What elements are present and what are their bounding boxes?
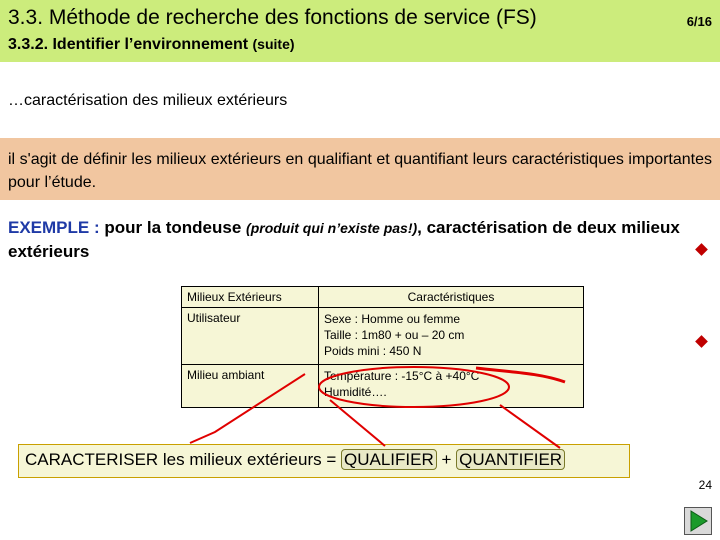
table-cell-milieu: Utilisateur <box>182 308 319 365</box>
summary-box <box>18 444 630 478</box>
table-header-caracteristiques: Caractéristiques <box>319 287 584 308</box>
quantifier-keyword: QUANTIFIER <box>456 449 565 470</box>
example-text-2: , caractérisation de deux milieux extérieurs <box>8 218 680 261</box>
characteristic-line: Température : -15°C à +40°C <box>324 369 480 383</box>
summary-prefix: CARACTERISER les milieux extérieurs = <box>25 450 342 469</box>
characteristic-line: Poids mini : 450 N <box>324 344 422 358</box>
example-text-1: pour la tondeuse <box>99 218 247 237</box>
summary-plus: + <box>436 450 457 469</box>
example-label: EXEMPLE : <box>8 218 100 237</box>
arrow-to-quantifier <box>500 405 560 448</box>
example-text <box>8 216 698 263</box>
table-cell-milieu: Milieu ambiant <box>182 365 319 408</box>
page-indicator: 6/16 <box>686 14 712 29</box>
characteristic-line: Humidité…. <box>324 385 387 399</box>
diamond-bullet-icon <box>695 335 708 348</box>
characteristics-table <box>181 286 584 408</box>
table-row <box>182 308 584 365</box>
play-arrow-icon <box>685 508 711 534</box>
slide-subtitle <box>8 36 295 54</box>
next-slide-button[interactable] <box>684 507 712 535</box>
summary-text <box>25 450 565 470</box>
section-heading: …caractérisation des milieux extérieurs <box>8 92 288 109</box>
characteristic-line: Taille : 1m80 + ou – 20 cm <box>324 328 465 342</box>
definition-text: il s'agit de définir les milieux extérieurs en qualifiant et quantifiant leurs caractéristiques importantes pour l’étude. <box>8 151 712 191</box>
qualifier-keyword: QUALIFIER <box>341 449 437 470</box>
table-header-row <box>182 287 584 308</box>
table-cell-caracteristiques <box>319 308 584 365</box>
table-cell-caracteristiques <box>319 365 584 408</box>
slide-title: 3.3. Méthode de recherche des fonctions de service (FS) <box>8 6 537 29</box>
example-parenthetical: (produit qui n’existe pas!) <box>246 220 418 236</box>
slide-number: 24 <box>698 478 712 492</box>
subtitle-main: 3.3.2. Identifier l’environnement <box>8 36 249 53</box>
table-header-milieux: Milieux Extérieurs <box>182 287 319 308</box>
characteristic-line: Sexe : Homme ou femme <box>324 312 461 326</box>
table-row <box>182 365 584 408</box>
subtitle-suite: (suite) <box>252 36 295 52</box>
